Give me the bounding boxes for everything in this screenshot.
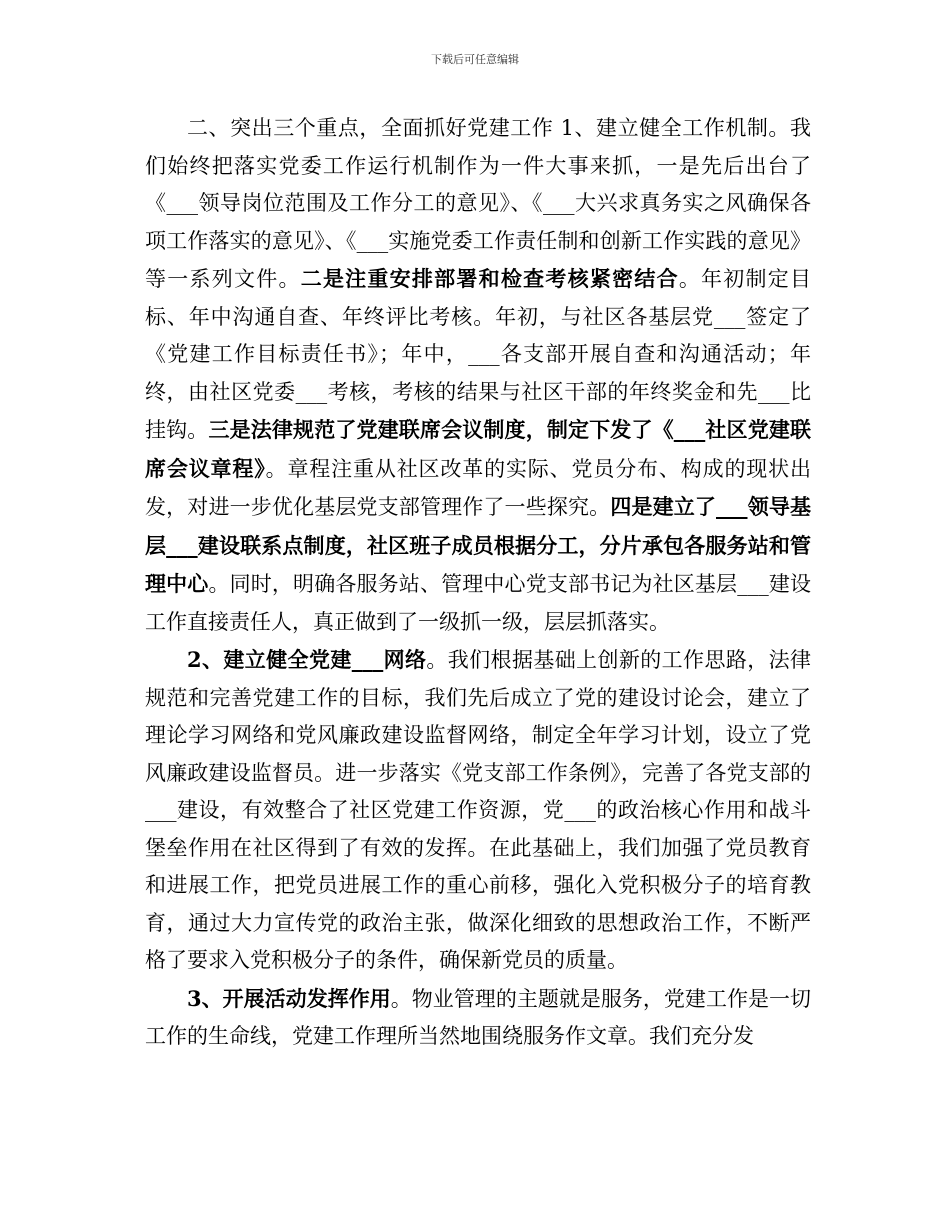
paragraph-1 <box>145 110 811 641</box>
bold-heading: 四是建立了___领导基层___建设联系点制度，社区班子成员根据分工，分片承包各服务站和管理中心 <box>145 494 812 596</box>
bold-heading: 三是法律规范了党建联席会议制度，制定下发了《___社区党建联席会议章程》 <box>145 417 812 481</box>
bold-heading: 二是注重安排部署和检查考核紧密结合 <box>300 266 679 291</box>
bold-heading: 2、建立健全党建___网络 <box>187 647 427 672</box>
paragraph-2 <box>145 641 811 980</box>
text-segment: 。同时，明确各服务站、管理中心党支部书记为社区基层___建设工作直接责任人，真正做到了一级抓一级，层层抓落实。 <box>145 572 812 634</box>
page-header: 下载后可任意编辑 <box>431 53 519 66</box>
bold-heading: 3、开展活动发挥作用 <box>187 985 391 1011</box>
text-segment: 。我们根据基础上创新的工作思路，法律规范和完善党建工作的目标，我们先后成立了党的建设讨论会，建立了理论学习网络和党风廉政建设监督网络，制定全年学习计划，设立了党风廉政建设监督员。进一步落实《党支部工作条例》，完善了各党支部的___建设，有效整合了社区党建工作资源，党___的政治核心作用和战斗堡垒作用在社区得到了有效的发挥。在此基础上，我们加强了党员教育和进展工作，把党员进展工作的重心前移，强化入党积极分子的培育教育，通过大力宣传党的政治主张，做深化细致的思想政治工作，不断严格了要求入党积极分子的条件，确保新党员的质量。 <box>145 648 811 972</box>
text-segment: 。物业管理的主题就是服务，党建工作是一切工作的生命线，党建工作理所当然地围绕服务作文章。我们充分发 <box>145 986 811 1048</box>
text-segment: 二、突出三个重点，全面抓好党建工作 1、建立健全工作机制。我们始终把落实党委工作运行机制作为一件大事来抓，一是先后出台了《___领导岗位范围及工作分工的意见》、《___大兴求真务实之风确保各项工作落实的意见》、《___实施党委工作责任制和创新工作实践的意见》等一系列文件。 <box>145 116 811 291</box>
text-segment: 。年初制定目标、年中沟通自查、年终评比考核。年初，与社区各基层党___签定了《党建工作目标责任书》；年中，___各支部开展自查和沟通活动；年终，由社区党委___考核，考核的结果与社区干部的年终奖金和先___比挂钩。 <box>145 267 812 442</box>
paragraph-3 <box>145 980 811 1056</box>
text-segment: 。章程注重从社区改革的实际、党员分布、构成的现状出发，对进一步优化基层党支部管理作了一些探究。 <box>145 456 812 519</box>
document-body <box>145 110 811 1056</box>
